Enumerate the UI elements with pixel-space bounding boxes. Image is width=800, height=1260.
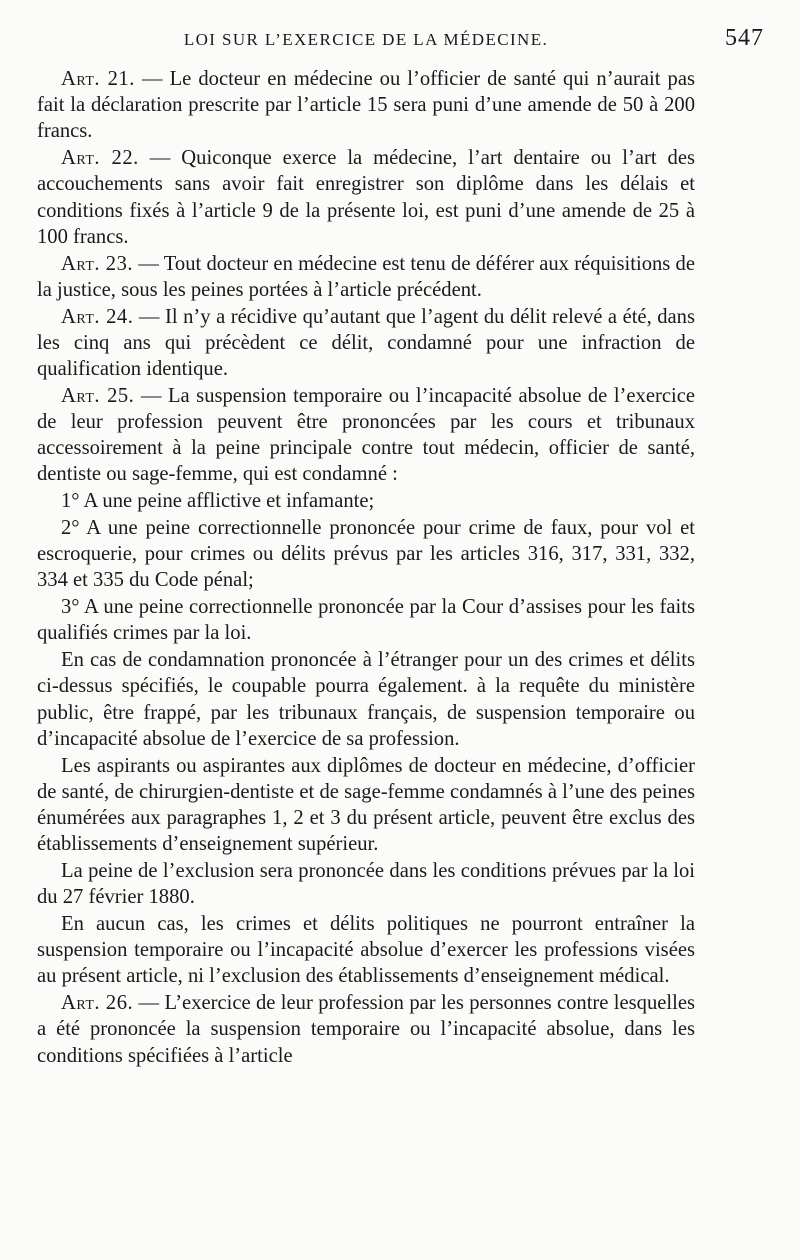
paragraph-text: En aucun cas, les crimes et délits politiques ne pourront entraîner la suspension temporaire ou l’incapacité absolue d’exercer les professions visées au présent article, ni l’exclusion des établissements d’enseignement médical.	[37, 913, 695, 988]
list-item-text: 3° A une peine correctionnelle prononcée par la Cour d’assises pour les faits qualifiés crimes par la loi.	[37, 596, 695, 645]
article-21	[37, 66, 695, 145]
paragraph-foreign-conviction	[37, 647, 695, 752]
article-text: — Le docteur en médecine ou l’officier de santé qui n’aurait pas fait la déclaration prescrite par l’article 15 sera puni d’une amende de 50 à 200 francs.	[37, 68, 695, 143]
article-label: Art. 22.	[61, 147, 139, 170]
article-text: — Quiconque exerce la médecine, l’art dentaire ou l’art des accouchements sans avoir fait enregistrer son diplôme dans les délais et conditions fixés à l’article 9 de la présente loi, est puni d’une amende de 25 à 100 francs.	[37, 147, 695, 248]
paragraph-aspirants	[37, 753, 695, 858]
list-item-text: 1° A une peine afflictive et infamante;	[61, 490, 375, 513]
running-head	[36, 25, 764, 60]
article-label: Art. 23.	[61, 252, 134, 275]
list-item-text: 2° A une peine correctionnelle prononcée pour crime de faux, pour vol et escroquerie, pour crimes ou délits prévus par les articles 316, 317, 331, 332, 334 et 335 du Code pénal;	[37, 517, 695, 592]
article-24	[37, 304, 695, 383]
article-text: — La suspension temporaire ou l’incapacité absolue de l’exercice de leur profession peuvent être prononcées par les cours et tribunaux accessoirement à la peine principale contre tout médecin, officier de santé, dentiste ou sage-femme, qui est condamné :	[37, 384, 695, 486]
article-23	[37, 251, 695, 303]
paragraph-political-crimes	[37, 911, 695, 990]
article-text: — L’exercice de leur profession par les personnes contre lesquelles a été prononcée la suspension temporaire ou l’incapacité absolue, dans les conditions spécifiées à l’article	[37, 992, 696, 1067]
article-label: Art. 21.	[61, 68, 135, 90]
paragraph-text: En cas de condamnation prononcée à l’étranger pour un des crimes et délits ci-dessus spécifiés, le coupable pourra également. à la requête du ministère public, être frappé, par les tribunaux français, de suspension temporaire ou d’incapacité absolue de l’exercice de sa profession.	[37, 649, 695, 750]
article-26	[37, 990, 695, 1069]
body-text	[37, 66, 695, 1069]
list-item-1	[37, 488, 695, 514]
page-number: 547	[725, 25, 764, 51]
article-text: — Tout docteur en médecine est tenu de déférer aux réquisitions de la justice, sous les peines portées à l’article précédent.	[37, 252, 695, 301]
paragraph-text: La peine de l’exclusion sera prononcée dans les conditions prévues par la loi du 27 février 1880.	[37, 860, 695, 909]
paragraph-exclusion	[37, 858, 695, 910]
article-22	[37, 145, 695, 250]
article-25	[37, 383, 695, 488]
article-text: — Il n’y a récidive qu’autant que l’agent du délit relevé a été, dans les cinq ans qui précèdent ce délit, condamné pour une infraction de qualification identique.	[37, 305, 695, 381]
list-item-2	[37, 515, 695, 594]
article-label: Art. 24.	[61, 305, 134, 328]
running-title: LOI SUR L’EXERCICE DE LA MÉDECINE.	[183, 30, 549, 49]
article-label: Art. 26.	[61, 992, 134, 1015]
paragraph-text: Les aspirants ou aspirantes aux diplômes de docteur en médecine, d’officier de santé, de chirurgien-dentiste et de sage-femme condamnés à l’une des peines énumérées aux paragraphes 1, 2 et 3 du présent article, peuvent être exclus des établissements d’enseignement supérieur.	[37, 754, 695, 856]
article-label: Art. 25.	[61, 384, 135, 407]
list-item-3	[37, 594, 695, 646]
